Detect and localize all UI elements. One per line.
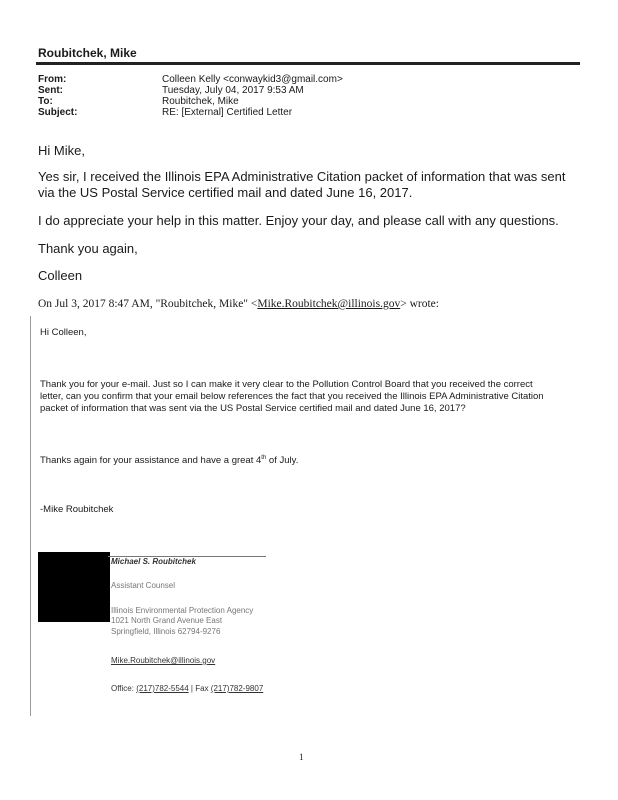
body-signoff: Colleen xyxy=(38,268,83,283)
signature-email-link[interactable] xyxy=(111,656,215,665)
signature-address1: 1021 North Grand Avenue East xyxy=(111,616,223,625)
sent-value: Tuesday, July 04, 2017 9:53 AM xyxy=(162,85,304,96)
subject-label: Subject: xyxy=(38,107,78,118)
signature-contact xyxy=(111,684,263,693)
page-number: 1 xyxy=(299,752,304,762)
quote-intro-prefix: On Jul 3, 2017 8:47 AM, "Roubitchek, Mike" < xyxy=(38,298,258,310)
to-label: To: xyxy=(38,96,53,107)
quote-thanks-prefix: Thanks again for your assistance and have a great 4 xyxy=(40,455,262,467)
from-label: From: xyxy=(38,74,67,85)
quote-thanks-suffix: of July. xyxy=(266,455,299,467)
office-phone-link[interactable]: (217)782-5544 xyxy=(136,684,189,693)
quote-thanks-sup: th xyxy=(261,455,267,461)
mailbox-owner: Roubitchek, Mike xyxy=(38,46,137,60)
quote-line3: packet of information that was sent via the US Postal Service certified mail and dated June 16, 2017? xyxy=(40,403,466,414)
body-para1-line2: via the US Postal Service certified mail and dated June 16, 2017. xyxy=(38,185,413,200)
header-rule xyxy=(36,62,580,65)
body-greeting: Hi Mike, xyxy=(38,143,85,158)
quote-bar xyxy=(30,316,31,716)
from-value: Colleen Kelly <conwaykid3@gmail.com> xyxy=(162,74,343,85)
quote-line2: letter, can you confirm that your email below references the fact that you received the Illinois EPA Administrative Citation xyxy=(40,391,544,402)
redaction-block xyxy=(38,552,110,622)
signature-name: Michael S. Roubitchek xyxy=(111,557,196,566)
signature-email[interactable]: Mike.Roubitchek@illinois.gov xyxy=(111,656,216,665)
body-para2: I do appreciate your help in this matter. Enjoy your day, and please call with any questions. xyxy=(38,213,559,228)
fax-label: | Fax xyxy=(188,684,211,693)
quote-intro-suffix: > wrote: xyxy=(400,298,439,310)
subject-value: RE: [External] Certified Letter xyxy=(162,107,293,118)
quote-intro-email-link[interactable]: Mike.Roubitchek@illinois.gov xyxy=(257,298,401,310)
quote-line1: Thank you for your e-mail. Just so I can make it very clear to the Pollution Control Board that you received the correct xyxy=(40,379,533,390)
quote-intro xyxy=(38,298,439,310)
fax-phone-link[interactable]: (217)782-9807 xyxy=(210,684,264,693)
signature-agency: Illinois Environmental Protection Agency xyxy=(111,606,254,615)
body-thanks: Thank you again, xyxy=(38,241,138,256)
sent-label: Sent: xyxy=(38,85,63,96)
office-label: Office: xyxy=(111,684,137,693)
to-value: Roubitchek, Mike xyxy=(162,96,239,107)
signature-title: Assistant Counsel xyxy=(111,581,176,590)
signature-address2: Springfield, Illinois 62794-9276 xyxy=(111,627,221,636)
body-para1-line1: Yes sir, I received the Illinois EPA Administrative Citation packet of information that was sent xyxy=(38,169,566,184)
quote-signoff: -Mike Roubitchek xyxy=(40,504,114,515)
quote-greeting: Hi Colleen, xyxy=(40,327,87,338)
quote-thanks xyxy=(40,453,580,467)
